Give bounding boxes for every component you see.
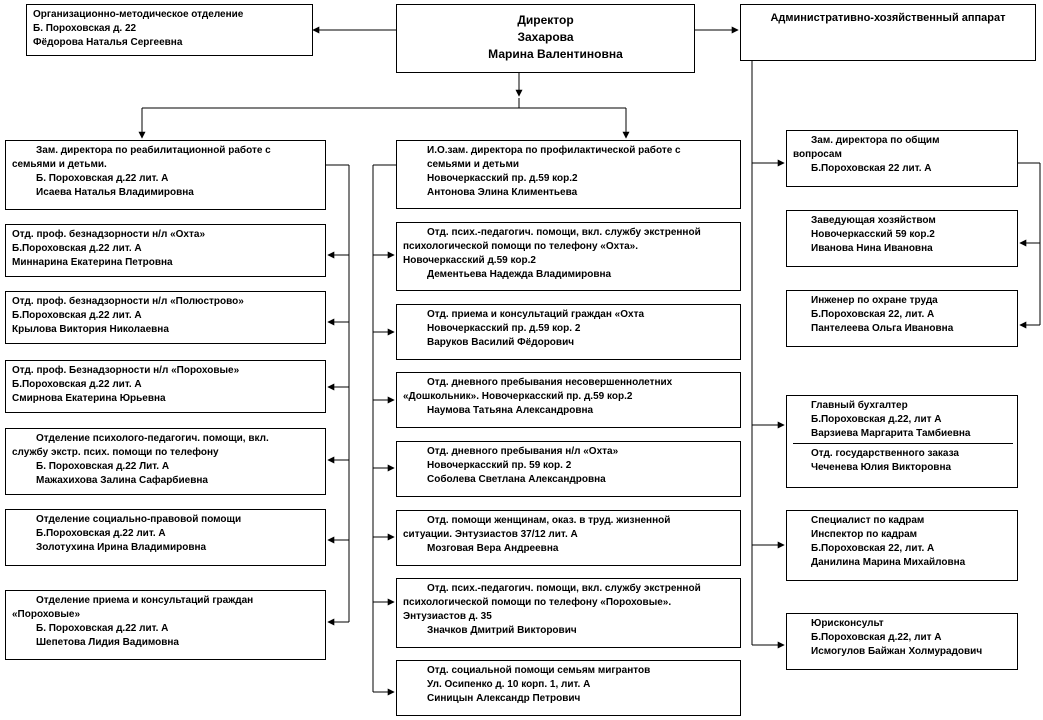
dept-address: Б. Пороховская д.22 Лит. А xyxy=(36,461,170,472)
hr-address: Б.Пороховская 22, лит. А xyxy=(811,543,935,554)
dept-person: Мажахихова Залина Сафарбиевна xyxy=(36,475,208,486)
rehab-deputy-title-cont: семьями и детьми. xyxy=(12,159,107,170)
dept-title: Отд. псих.-педагогич. помощи, вкл. службу экстренной xyxy=(427,227,701,238)
dept-address: Б.Пороховская д.22 лит. А xyxy=(36,528,166,539)
legal-person: Исмогулов Байжан Холмурадович xyxy=(811,646,983,657)
dept-address: Б.Пороховская д.22 лит. А xyxy=(12,243,142,254)
dept-title-cont: психологической помощи по телефону «Пороховые». xyxy=(403,597,672,608)
dept-address: Энтузиастов д. 35 xyxy=(403,611,492,622)
safety-address: Б.Пороховская 22, лит. А xyxy=(811,309,935,320)
accountant-box xyxy=(786,395,1018,488)
dept-person: Шепетова Лидия Вадимовна xyxy=(36,637,179,648)
dept-title: Отд. псих.-педагогич. помощи, вкл. службу экстренной xyxy=(427,583,701,594)
dept-preschool-box xyxy=(396,372,741,428)
steward-title: Заведующая хозяйством xyxy=(811,215,936,226)
hr-title-2: Инспектор по кадрам xyxy=(811,529,918,540)
dept-title: Отд. приема и консультаций граждан «Охта xyxy=(427,309,645,320)
director-box xyxy=(396,4,695,73)
rehab-deputy-box xyxy=(5,140,326,210)
dept-address: Новочеркасский д.59 кор.2 xyxy=(403,255,536,266)
prevention-deputy-title-cont: семьями и детьми xyxy=(427,159,519,170)
dept-porokhovye-box xyxy=(5,360,326,413)
dept-title: Отд. проф. Безнадзорности н/л «Пороховые» xyxy=(12,365,240,376)
prevention-deputy-address: Новочеркасский пр. д.59 кор.2 xyxy=(427,173,578,184)
dept-title: Отд. социальной помощи семьям мигрантов xyxy=(427,665,651,676)
director-name: Марина Валентиновна xyxy=(488,47,623,61)
rehab-deputy-title: Зам. директора по реабилитационной работе с xyxy=(36,145,271,156)
dept-title: Отд. дневного пребывания несовершеннолетних xyxy=(427,377,673,388)
procurement-person: Чеченева Юлия Викторовна xyxy=(811,462,952,473)
dept-address: Б. Пороховская д.22 лит. А xyxy=(36,623,169,634)
dept-person: Миннарина Екатерина Петровна xyxy=(12,257,173,268)
procurement-title: Отд. государственного заказа xyxy=(811,448,959,459)
safety-title: Инженер по охране труда xyxy=(811,295,938,306)
hr-person: Данилина Марина Михайловна xyxy=(811,557,966,568)
dept-title-cont: «Дошкольник». Новочеркасский пр. д.59 кор.2 xyxy=(403,391,633,402)
dept-person: Крылова Виктория Николаевна xyxy=(12,324,169,335)
admin-title: Административно-хозяйственный аппарат xyxy=(770,12,1006,24)
hr-title: Специалист по кадрам xyxy=(811,515,925,526)
prevention-deputy-title: И.О.зам. директора по профилактической работе с xyxy=(427,145,681,156)
dept-person: Наумова Татьяна Александровна xyxy=(427,405,594,416)
dept-psych-porokhovye-box xyxy=(396,578,741,648)
dept-title: Отд. проф. безнадзорности н/л «Охта» xyxy=(12,229,206,240)
rehab-deputy-person: Исаева Наталья Владимировна xyxy=(36,187,194,198)
dept-title-cont: службу экстр. псих. помощи по телефону xyxy=(12,447,219,458)
steward-address: Новочеркасский 59 кор.2 xyxy=(811,229,935,240)
safety-engineer-box xyxy=(786,290,1018,347)
director-title: Директор xyxy=(517,13,574,27)
dept-person: Дементьева Надежда Владимировна xyxy=(427,269,612,280)
dept-person: Соболева Светлана Александровна xyxy=(427,474,606,485)
dept-person: Значков Дмитрий Викторович xyxy=(427,625,577,636)
dept-title: Отд. дневного пребывания н/л «Охта» xyxy=(427,446,619,457)
dept-reception-porokhovye-box xyxy=(5,590,326,660)
legal-address: Б.Пороховская д.22, лит А xyxy=(811,632,942,643)
legal-title: Юрисконсульт xyxy=(811,618,884,629)
safety-person: Пантелеева Ольга Ивановна xyxy=(811,323,954,334)
dept-psych-okhta-box xyxy=(396,222,741,291)
dept-title: Отделение социально-правовой помощи xyxy=(36,514,242,525)
general-deputy-title: Зам. директора по общим xyxy=(811,135,940,146)
divider xyxy=(793,443,1013,444)
general-deputy-box xyxy=(786,130,1018,187)
dept-women-help-box xyxy=(396,510,741,566)
dept-person: Мозговая Вера Андреевна xyxy=(427,543,559,554)
prevention-deputy-box xyxy=(396,140,741,209)
accountant-title: Главный бухгалтер xyxy=(811,400,908,411)
dept-address: Новочеркасский пр. д.59 кор. 2 xyxy=(427,323,581,334)
methodical-title: Организационно-методическое отделение xyxy=(33,9,244,20)
director-surname: Захарова xyxy=(517,30,574,44)
admin-apparatus-box xyxy=(740,4,1036,61)
dept-title-cont: психологической помощи по телефону «Охта». xyxy=(403,241,638,252)
steward-person: Иванова Нина Ивановна xyxy=(811,243,933,254)
rehab-deputy-address: Б. Пороховская д.22 лит. А xyxy=(36,173,169,184)
steward-box xyxy=(786,210,1018,267)
dept-okhta-box xyxy=(5,224,326,277)
dept-reception-okhta-box xyxy=(396,304,741,360)
hr-box xyxy=(786,510,1018,581)
dept-address: Б.Пороховская д.22 лит. А xyxy=(12,379,142,390)
general-deputy-address: Б.Пороховская 22 лит. А xyxy=(811,163,932,174)
dept-title: Отделение психолого-педагогич. помощи, вкл. xyxy=(36,433,269,444)
dept-title-cont: «Пороховые» xyxy=(12,609,81,620)
methodical-person: Фёдорова Наталья Сергеевна xyxy=(33,37,183,48)
dept-address: Новочеркасский пр. 59 кор. 2 xyxy=(427,460,572,471)
dept-address: ситуации. Энтузиастов 37/12 лит. А xyxy=(403,529,578,540)
dept-day-okhta-box xyxy=(396,441,741,497)
methodical-dept-box xyxy=(26,4,313,56)
dept-social-legal-box xyxy=(5,509,326,566)
accountant-person: Варзиева Маргарита Тамбиевна xyxy=(811,428,971,439)
prevention-deputy-person: Антонова Элина Климентьева xyxy=(427,187,578,198)
dept-person: Золотухина Ирина Владимировна xyxy=(36,542,207,553)
dept-person: Смирнова Екатерина Юрьевна xyxy=(12,393,166,404)
dept-title: Отд. помощи женщинам, оказ. в труд. жизненной xyxy=(427,515,671,526)
dept-person: Синицын Александр Петрович xyxy=(427,693,581,704)
dept-title: Отд. проф. безнадзорности н/л «Полюстрово» xyxy=(12,296,244,307)
methodical-address: Б. Пороховская д. 22 xyxy=(33,23,137,34)
general-deputy-title-cont: вопросам xyxy=(793,149,842,160)
dept-address: Ул. Осипенко д. 10 корп. 1, лит. А xyxy=(427,679,591,690)
dept-psych-help-box xyxy=(5,428,326,495)
dept-title: Отделение приема и консультаций граждан xyxy=(36,595,254,606)
dept-migrants-box xyxy=(396,660,741,716)
dept-polyustrovo-box xyxy=(5,291,326,344)
dept-person: Варуков Василий Фёдорович xyxy=(427,337,575,348)
accountant-address: Б.Пороховская д.22, лит А xyxy=(811,414,942,425)
legal-box xyxy=(786,613,1018,670)
dept-address: Б.Пороховская д.22 лит. А xyxy=(12,310,142,321)
